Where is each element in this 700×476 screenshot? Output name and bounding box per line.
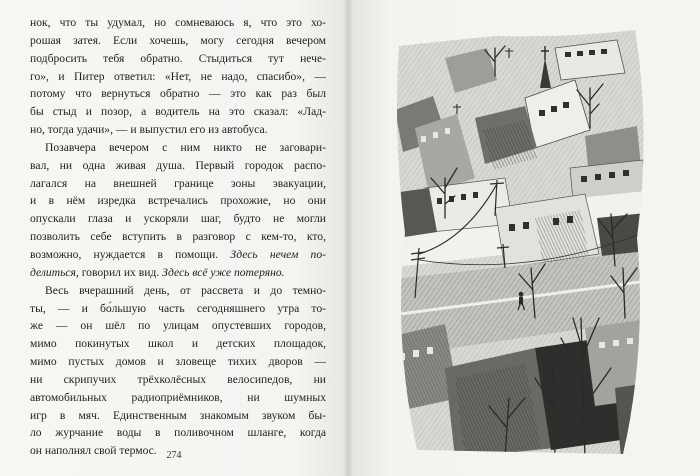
text-line: подбросить тебя обратно. Стыдиться тут нече- [30, 51, 326, 65]
text-line: опускали глаза и ускоряли шаг, будто не могли [30, 212, 326, 226]
text-line: рошая затея. Если хочешь, могу сегодня вечером [30, 33, 326, 47]
text-line: лагался на внешней границе зоны эвакуации, [30, 176, 326, 190]
text-line: Весь вчерашний день, от рассвета и до темно- [45, 283, 326, 297]
italic-run: делиться, [30, 265, 79, 279]
text-line: же — он шёл по улицам опустевших городов, [30, 319, 326, 333]
text-line: позволить себе вступить в разговор с кем-то, кто, [30, 230, 326, 244]
text-line: бы стыд и позор, а водитель на это сказал: «Лад- [30, 105, 326, 119]
left-page [0, 0, 348, 476]
text-line [30, 246, 326, 264]
text-line: ты, — и бо́льшую часть сегодняшнего утра то- [30, 301, 326, 315]
text-line: вал, ни одна живая душа. Первый городок распо- [30, 158, 326, 172]
text-line: Позавчера вечером с ним никто не заговари- [45, 140, 326, 154]
italic-run: Здесь всё уже потеряно. [162, 265, 285, 279]
text-line: нок, что ты удумал, но сомневаюсь я, что это хо- [30, 16, 326, 29]
book-gutter [343, 0, 353, 476]
text-line: ни скрипучих трёхколёсных велосипедов, ни [30, 372, 326, 386]
italic-run: Здесь нечем по- [230, 247, 326, 261]
text-line: автомобильных радиоприёмников, ни шумных [30, 390, 326, 404]
text-line: потому что вернуться обратно — это как раз был [30, 87, 326, 101]
text-line: он наполнял свой термос. [30, 444, 157, 458]
text-line: но, тогда удачи», — и выпустил его из автобуса. [30, 123, 268, 137]
text-line: и в нём изредка встречались прохожие, но они [30, 194, 326, 208]
text-line: мимо пустых домов и зловеще тихих дворов — [30, 355, 326, 369]
text-line: го», и Питер ответил: «Нет, не надо, спасибо», — [30, 69, 326, 83]
page-number: 274 [166, 450, 182, 461]
text-run: возможно, нуждается в помощи. [30, 247, 219, 261]
text-line: мимо покинутых школ и детских площадок, [30, 337, 326, 351]
text-line: игр в мяч. Единственным знакомым звуком бы- [30, 408, 326, 422]
town-illustration [385, 18, 655, 458]
text-line: ло журчание воды в поливочном шланге, когда [30, 426, 326, 440]
text-run: говорил их вид. [78, 265, 163, 279]
page-text [30, 14, 326, 460]
text-line [30, 264, 326, 282]
